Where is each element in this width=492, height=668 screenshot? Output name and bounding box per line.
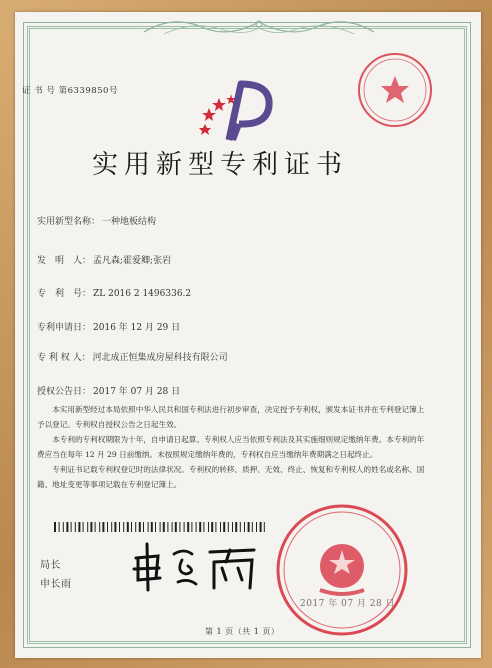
director-name: 申长雨 <box>40 579 72 590</box>
field-value: 孟凡森;霍爱卿;张岩 <box>93 256 172 266</box>
signature-icon <box>126 538 266 592</box>
patent-office-logo-icon <box>195 80 275 142</box>
field-label: 专 利 权 人： <box>37 353 91 363</box>
field-label: 授权公告日： <box>37 387 92 397</box>
field-value: ZL 2016 2 1496336.2 <box>93 289 192 299</box>
page-title: 实用新型专利证书 <box>92 150 349 180</box>
field-patentee <box>37 350 228 363</box>
field-value: 河北成正恒集成房屋科技有限公司 <box>92 353 228 363</box>
agency-seal-icon <box>355 50 435 130</box>
field-value: 2017 年 07 月 28 日 <box>93 387 181 397</box>
field-utility-model-name <box>37 214 156 227</box>
field-label: 专利申请日： <box>37 323 92 333</box>
field-label: 实用新型名称： <box>37 217 101 227</box>
director-title: 局长 <box>40 560 61 571</box>
field-patent-number <box>37 286 191 299</box>
field-label: 专 利 号： <box>37 289 92 299</box>
field-label: 发 明 人： <box>37 256 92 266</box>
field-filing-date <box>37 320 180 333</box>
ornament-icon <box>134 14 384 38</box>
body-paragraph: 本实用新型经过本局依照中华人民共和国专利法进行初步审查，决定授予专利权，颁发本证书并在专利登记簿上予以登记。专利权自授权公告之日起生效。 <box>37 405 425 429</box>
certificate-number: 证 书 号 第6339850号 <box>22 86 118 96</box>
field-grant-date <box>37 384 180 397</box>
field-value: 一种地板结构 <box>102 217 157 227</box>
page-number: 第 1 页（共 1 页） <box>205 627 280 636</box>
certificate-body-text <box>37 402 427 492</box>
body-paragraph: 本专利的专利权期限为十年，自申请日起算。专利权人应当依照专利法及其实施细则规定缴纳年费。本专利的年费应当在每年 12 月 29 日前缴纳。未按照规定缴纳年费的，专利权自应当缴纳年费期满之日起终止。 <box>37 435 425 459</box>
field-value: 2016 年 12 月 29 日 <box>93 323 181 333</box>
seal-date: 2017 年 07 月 28 日 <box>300 599 396 609</box>
body-paragraph: 专利证书记载专利权登记时的法律状况。专利权的转移、质押、无效、终止、恢复和专利权人的姓名或名称、国籍、地址变更等事项记载在专利登记簿上。 <box>37 465 425 489</box>
barcode-icon <box>54 522 268 532</box>
field-inventor <box>37 253 171 266</box>
official-seal-icon <box>272 500 412 640</box>
